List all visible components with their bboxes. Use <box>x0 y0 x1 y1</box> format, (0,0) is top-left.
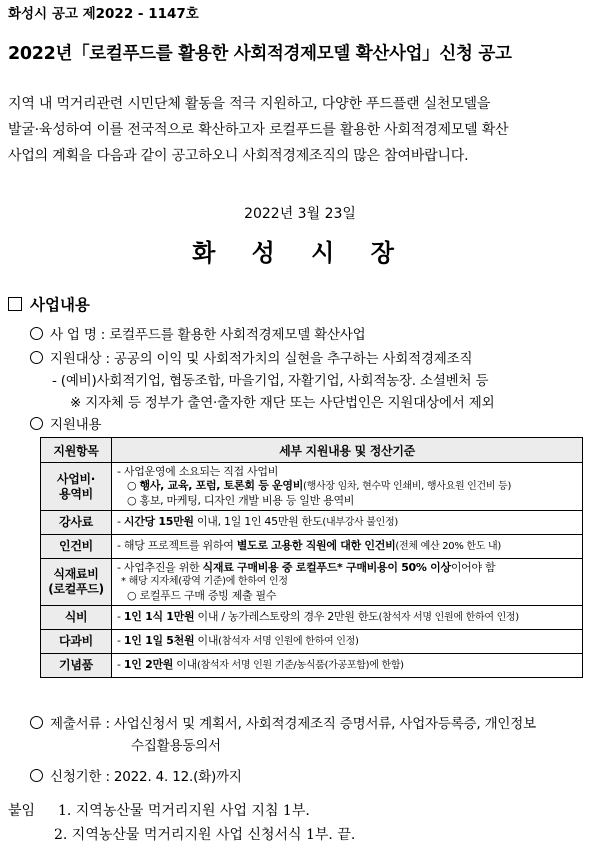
attachment-label: 붙임 <box>8 803 36 819</box>
table-row <box>41 463 583 511</box>
detail-small-text: (내부강사 불인정) <box>322 517 398 528</box>
detail-text: - <box>117 610 124 623</box>
issuer-name: 화 성 시 장 <box>192 239 408 267</box>
table-detail-cell <box>112 559 583 606</box>
table-row <box>41 559 583 606</box>
detail-line <box>117 494 577 508</box>
table-detail-cell <box>112 606 583 630</box>
detail-small-text: (전체 예산 20% 한도 내) <box>395 541 501 552</box>
support-table <box>40 437 583 678</box>
circle-bullet-text: ○ <box>127 479 140 492</box>
page-title: 2022년「로컬푸드를 활용한 사회적경제모델 확산사업」신청 공고 <box>8 44 512 64</box>
detail-text: 이내 <box>194 634 219 647</box>
detail-small-text: (참석자 서명 인원에 한하여 인정) <box>378 612 519 623</box>
table-category-cell: 다과비 <box>41 630 112 654</box>
circle-bullet-icon <box>30 769 43 782</box>
detail-text: 이내 / 농가레스토랑의 경우 2만원 한도 <box>194 610 379 623</box>
table-category-cell: 식비 <box>41 606 112 630</box>
table-header-row <box>41 438 583 463</box>
circle-bullet-icon <box>30 351 43 364</box>
circle-bullet-icon <box>30 327 43 340</box>
intro-line: 발굴·육성하여 이를 전국적으로 확산하고자 로컬푸드를 활용한 사회적경제모델 확산 <box>8 122 509 138</box>
detail-line <box>117 589 577 603</box>
target-sub-line: - (예비)사회적기업, 협동조합, 마을기업, 자활기업, 사회적농장. 소셜벤처 등 <box>52 373 489 389</box>
attachment-item: 2. 지역농산물 먹거리지원 사업 신청서식 1부. 끝. <box>54 827 356 843</box>
table-detail-cell <box>112 535 583 559</box>
table-category-cell: 기념품 <box>41 654 112 678</box>
circle-bullet-icon <box>30 716 43 729</box>
detail-bold-text: 1인 1일 5천원 <box>123 634 195 647</box>
detail-small-text: (참석자 서명 인원 기준/농식품(가공포함)에 한함) <box>196 660 404 671</box>
detail-text: 이내, 1일 1인 45만원 한도 <box>193 515 323 528</box>
detail-text: - <box>117 634 124 647</box>
table-category-cell: 강사료 <box>41 511 112 535</box>
table-header-cell: 지원항목 <box>41 438 112 463</box>
table-category-cell: 인건비 <box>41 535 112 559</box>
detail-line: - 사업운영에 소요되는 직접 사업비 <box>117 465 279 478</box>
circle-bullet-icon <box>30 417 43 430</box>
intro-paragraph <box>8 91 596 169</box>
documents-text: 제출서류 : 사업신청서 및 계획서, 사회적경제조직 증명서류, 사업자등록증, 개인정보 <box>50 716 536 732</box>
table-row <box>41 511 583 535</box>
table-detail-cell <box>112 630 583 654</box>
attachment-item: 1. 지역농산물 먹거리지원 사업 지침 1부. <box>57 803 310 819</box>
documents-line <box>30 712 536 732</box>
detail-line <box>117 561 577 575</box>
detail-text: 홍보, 마케팅, 디자인 개발 비용 등 일반 용역비 <box>139 494 355 507</box>
detail-text: - 사업추진을 위한 <box>117 561 203 574</box>
document-number: 화성시 공고 제2022 - 1147호 <box>8 6 199 22</box>
detail-small-text: (참석자 서명 인원에 한하여 인정) <box>218 636 359 647</box>
detail-text: 이어야 함 <box>450 561 496 574</box>
detail-text: - 해당 프로젝트를 위하여 <box>117 539 237 552</box>
project-name-text: 사 업 명 : 로컬푸드를 활용한 사회적경제모델 확산사업 <box>50 327 366 343</box>
table-row <box>41 630 583 654</box>
project-name-line <box>30 323 366 343</box>
table-detail-cell <box>112 463 583 511</box>
table-row <box>41 654 583 678</box>
target-note-line: ※ 지자체 등 정부가 출연·출자한 재단 또는 사단법인은 지원대상에서 제외 <box>70 395 495 411</box>
detail-text: 로컬푸드 구매 증빙 제출 필수 <box>139 589 277 602</box>
support-label-text: 지원내용 <box>50 417 102 433</box>
detail-bold-text: 행사, 교육, 포럼, 토론회 등 운영비 <box>139 479 304 492</box>
deadline-text: 신청기한 : 2022. 4. 12.(화)까지 <box>50 769 242 785</box>
detail-text: 이내 <box>173 658 197 671</box>
table-detail-cell <box>112 511 583 535</box>
attachment-line <box>8 800 310 820</box>
table-row <box>41 606 583 630</box>
intro-line: 사업의 계획을 다음과 같이 공고하오니 사회적경제조직의 많은 참여바랍니다. <box>8 148 469 164</box>
square-bullet-icon <box>8 297 22 311</box>
detail-text: - <box>117 515 124 528</box>
support-label-line <box>30 413 101 433</box>
detail-text: - <box>117 658 124 671</box>
detail-bold-text: 별도로 고용한 직원에 대한 인건비 <box>236 539 396 552</box>
documents-continuation: 수집활용동의서 <box>131 738 221 754</box>
table-row <box>41 535 583 559</box>
detail-bold-text: 시간당 15만원 <box>123 515 194 528</box>
target-line <box>30 347 472 367</box>
table-category-cell: 사업비· 용역비 <box>41 463 112 511</box>
detail-bold-text: 식재료 구매비용 중 로컬푸드* 구매비용이 50% 이상 <box>202 561 451 574</box>
section-heading <box>8 293 90 315</box>
deadline-line <box>30 765 242 785</box>
intro-line: 지역 내 먹거리관련 시민단체 활동을 적극 지원하고, 다양한 푸드플랜 실천모델을 <box>8 96 491 112</box>
target-text: 지원대상 : 공공의 이익 및 사회적가치의 실현을 추구하는 사회적경제조직 <box>50 351 473 367</box>
circle-bullet-text: ○ <box>127 494 140 507</box>
detail-bold-text: 1인 2만원 <box>123 658 174 671</box>
detail-small-text: (행사장 임차, 현수막 인쇄비, 행사요원 인건비 등) <box>303 481 512 492</box>
section-heading-label: 사업내용 <box>30 296 90 314</box>
detail-bold-text: 1인 1식 1만원 <box>123 610 195 623</box>
table-header-cell: 세부 지원내용 및 정산기준 <box>112 438 583 463</box>
table-detail-cell <box>112 654 583 678</box>
announcement-date: 2022년 3월 23일 <box>244 206 356 222</box>
circle-bullet-text: ○ <box>127 589 140 602</box>
detail-note-line: * 해당 지자체(광역 기준)에 한하여 인정 <box>121 576 288 587</box>
detail-line <box>117 479 577 494</box>
table-category-cell: 식재료비 (로컬푸드) <box>41 559 112 606</box>
